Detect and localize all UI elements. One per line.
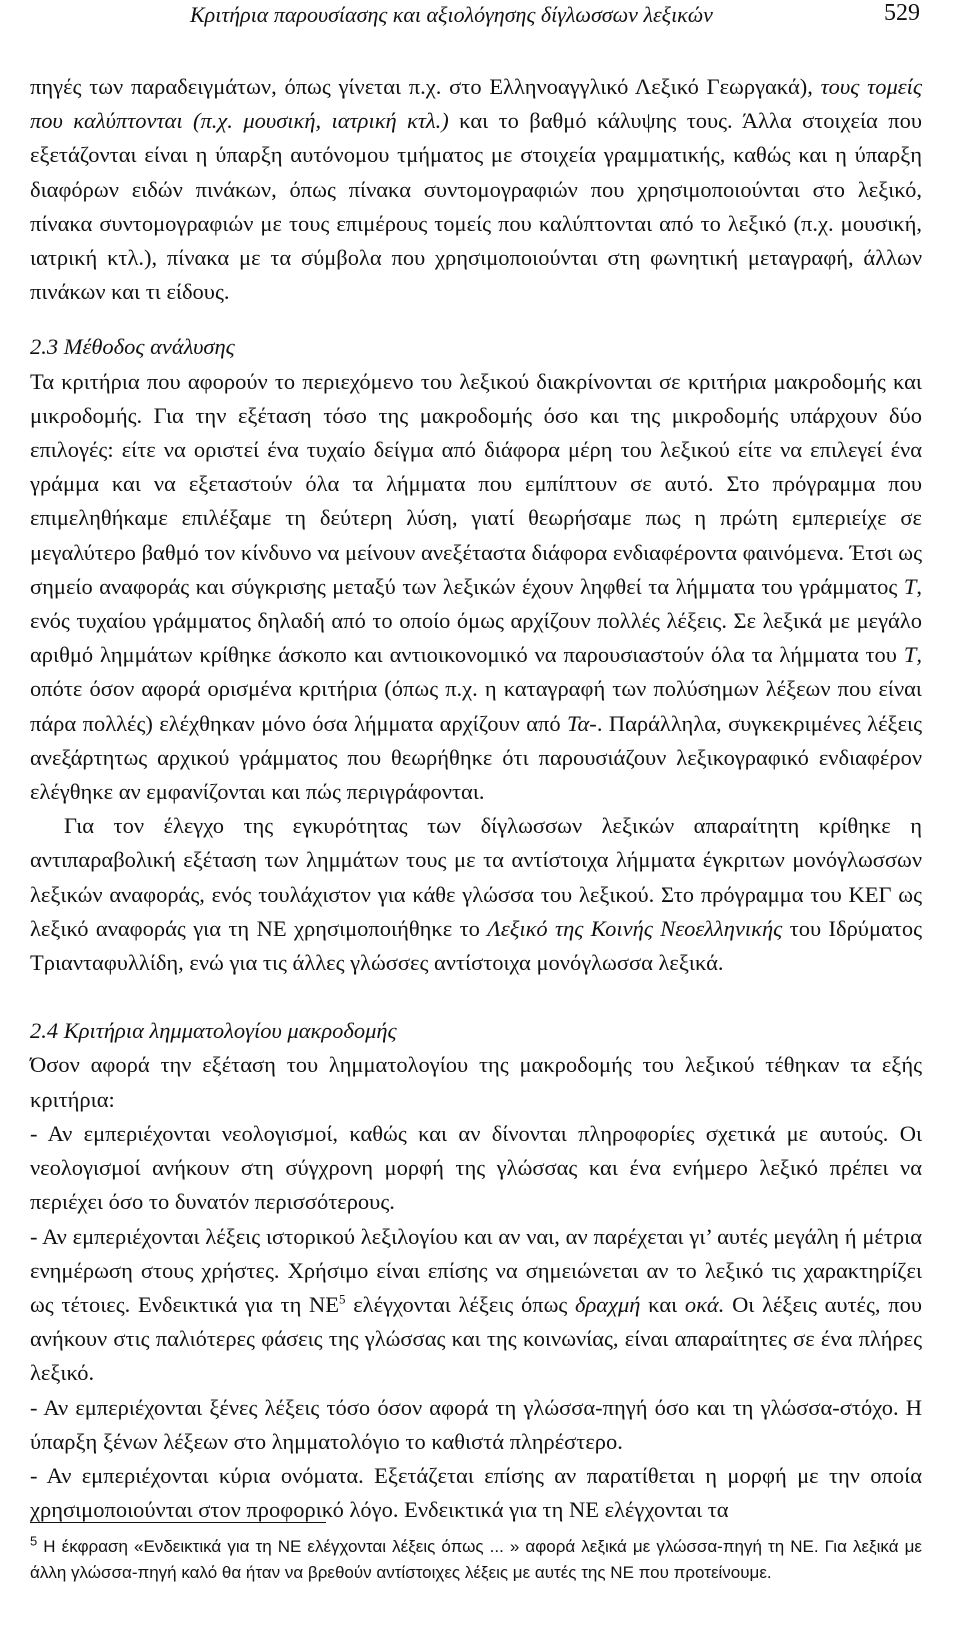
text-run: Τα κριτήρια που αφορούν το περιεχόμενο του λεξικού διακρίνονται σε κριτήρια μακροδομής και μικροδομής. Για την εξέταση τόσο της μακροδομής όσο και της μικροδομής υπάρχουν δύο επιλογές: είτε να οριστεί ένα τυχαίο δείγμα από διάφορα μέρη του λεξικού είτε να επιλεγεί ένα γράμμα και να εξεταστούν όλα τα λήμματα που εμπίπτουν σε αυτό. Στο πρόγραμμα που επιμεληθήκαμε επιλέξαμε τη δεύτερη λύση, γιατί θεωρήσαμε πως η πρώτη εμπεριείχε σε μεγαλύτερο βαθμό τον κίνδυνο να μείνουν ανεξέταστα διάφορα ενδιαφέροντα φαινόμενα. Έτσι ως σημείο αναφοράς και σύγκρισης μεταξύ των λεξικών έχουν ληφθεί τα λήμματα του γράμματος xyxy=(30,368,922,599)
footnote-mark: 5 xyxy=(30,1533,38,1549)
text-run: του Ιδρύματος Τριανταφυλλίδη, ενώ για τις άλλες γλώσσες αντίστοιχα μονόγλωσσα λεξικά. xyxy=(30,915,922,976)
main-text xyxy=(30,70,922,1527)
text-run: και το βαθμό κάλυψης τους. Άλλα στοιχεία που εξετάζονται είναι η ύπαρξη αυτόνομου τμήματος με στοιχεία γραμματικής, καθώς και η ύπαρξη διαφόρων ειδών πινάκων, όπως πίνακα συντομογραφιών που χρησιμοποιούνται στο λεξικό, πίνακα συντομογραφιών με τους επιμέρους τομείς που καλύπτονται από το λεξικό (π.χ. μουσική, ιατρική κτλ.), πίνακα με τα σύμβολα που χρησιμοποιούνται στη φωνητική μεταγραφή, άλλων πινάκων και τι είδους. xyxy=(30,108,922,305)
text-run: Για τον έλεγχο της εγκυρότητας των δίγλωσσων λεξικών απαραίτητη κρίθηκε η αντιπαραβολική εξέταση των λημμάτων τους με τα αντίστοιχα λήμματα έγκριτων μονόγλωσσων λεξικών αναφοράς, ενός τουλάχιστον για κάθε γλώσσα του λεξικού. Στο πρόγραμμα του ΚΕΓ ως λεξικό αναφοράς για τη ΝΕ χρησιμοποιήθηκε το xyxy=(30,813,922,941)
text-run: - Αν εμπεριέχονται λέξεις ιστορικού λεξιλογίου και αν ναι, αν παρέχεται γι’ αυτές μεγάλη ή μέτρια ενημέρωση στους χρήστες. Χρήσιμο είναι επίσης να σημειώνεται αν το λεξικό τις χαρακτηρίζει ως τέτοιες. Ενδεικτικά για τη ΝΕ xyxy=(30,1223,922,1317)
text-run: Οι λέξεις αυτές, που ανήκουν στις παλιότερες φάσεις της γλώσσας και της κοινωνίας, είναι απαραίτητες σε ένα πλήρες λεξικό. xyxy=(30,1291,922,1386)
italic-run: τους τομείς που καλύπτονται (π.χ. μουσική, ιατρική κτλ.) xyxy=(30,74,922,134)
text-run: πηγές των παραδειγμάτων, όπως γίνεται π.χ. στο Ελληνοαγγλικό Λεξικό Γεωργακά), xyxy=(30,74,813,99)
criterion-item-4: - Αν εμπεριέχονται κύρια ονόματα. Εξετάζεται επίσης αν παρατίθεται η μορφή με την οποία χρησιμοποιούνται στον προφορικό λόγο. Ενδεικτικά για τη ΝΕ ελέγχονται τα xyxy=(30,1462,922,1523)
section-heading-2-3: 2.3 Μέθοδος ανάλυσης xyxy=(30,334,235,360)
criterion-item-1: - Αν εμπεριέχονται νεολογισμοί, καθώς και αν δίνονται πληροφορίες σχετικά με αυτούς. Οι νεολογισμοί ανήκουν στη σύγχρονη μορφή της γλώσσας και ένα ενήμερο λεξικό πρέπει να περιέχει όσο το δυνατόν περισσότερους. xyxy=(30,1120,922,1215)
text-run: οπότε όσον αφορά ορισμένα κριτήρια (όπως π.χ. η καταγραφή των πολύσημων λέξεων που είναι πάρα πολλές) ελέχθηκαν μόνο όσα λήμματα αρχίζουν από xyxy=(30,676,922,736)
section-heading-2-4: 2.4 Κριτήρια λημματολογίου μακροδομής xyxy=(30,1018,397,1044)
text-run: και xyxy=(640,1291,685,1317)
italic-run: Λεξικό της Κοινής Νεοελληνικής xyxy=(487,915,783,941)
text-run: , ενός τυχαίου γράμματος δηλαδή από το οποίο όμως αρχίζουν πολλές λέξεις. Σε λεξικά με μεγάλο αριθμό λημμάτων κρίθηκε άσκοπο και αντιοικονομικό να παρουσιαστούν όλα τα λήμματα του xyxy=(30,573,922,668)
paragraph-continued xyxy=(30,70,922,309)
paragraph-method xyxy=(30,365,922,810)
running-title: Κριτήρια παρουσίασης και αξιολόγησης δίγλωσσων λεξικών xyxy=(190,2,713,27)
paragraph-intro: Όσον αφορά την εξέταση του λημματολογίου της μακροδομής του λεξικού τέθηκαν τα εξής κριτήρια: xyxy=(30,1052,922,1112)
italic-run: Τ xyxy=(903,573,917,599)
footnotes xyxy=(30,1534,922,1586)
italic-run: Τ, xyxy=(903,642,922,668)
italic-run: Τα- xyxy=(567,710,597,736)
page-number: 529 xyxy=(884,0,920,26)
text-run: ελέγχονται λέξεις όπως xyxy=(345,1291,576,1317)
footnote-text: Η έκφραση «Ενδεικτικά για τη ΝΕ ελέγχονται λέξεις όπως ... » αφορά λεξικά με γλώσσα-πηγή τη ΝΕ. Για λεξικά με άλλη γλώσσα-πηγή καλό θα ήταν να βρεθούν αντίστοιχες λέξεις με αυτές της ΝΕ που προτείνουμε. xyxy=(30,1537,922,1582)
running-header xyxy=(0,0,960,40)
italic-run: οκά. xyxy=(684,1291,725,1317)
paragraph-validity xyxy=(30,809,922,980)
criterion-item-2 xyxy=(30,1220,922,1391)
footnote-ref: 5 xyxy=(339,1291,346,1307)
text-run: . Παράλληλα, συγκεκριμένες λέξεις ανεξάρτητως αρχικού γράμματος που θεωρήθηκε ότι παρουσιάζουν λεξικογραφικό ενδιαφέρον ελέγθηκε αν εμφανίζονται και πώς περιγράφονται. xyxy=(30,710,922,805)
footnote-divider xyxy=(30,1522,326,1523)
footnote-5 xyxy=(30,1534,922,1586)
italic-run: δραχμή xyxy=(575,1291,641,1317)
criterion-item-3: - Αν εμπεριέχονται ξένες λέξεις τόσο όσον αφορά τη γλώσσα-πηγή όσο και τη γλώσσα-στόχο. Η ύπαρξη ξένων λέξεων στο λημματολόγιο το καθιστά πληρέστερο. xyxy=(30,1394,922,1454)
